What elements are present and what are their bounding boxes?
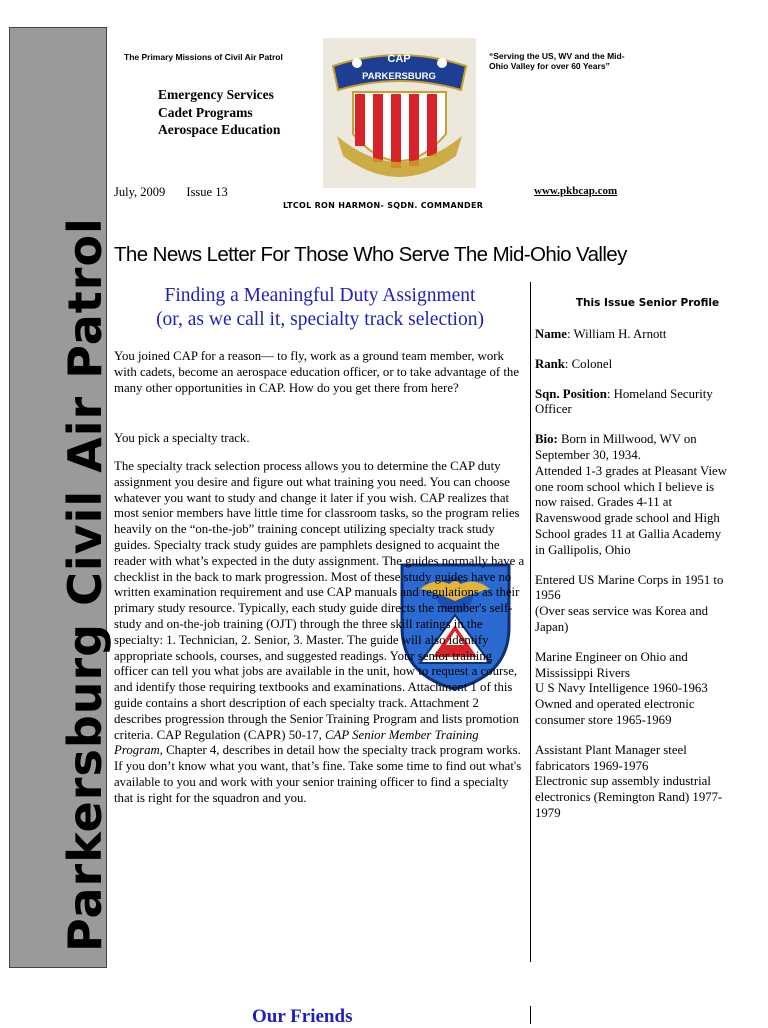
profile-bio: Bio: Born in Millwood, WV on September 30, 1934. Attended 1-3 grades at Pleasant View one room school which I believe is now raised. Grades 4-11 at Ravenswood grade school and High School grades 11 at Gallia Academy in Gallipolis, Ohio xyxy=(535,432,727,557)
profile-name: Name: William H. Arnott xyxy=(535,327,667,341)
profile-rank: Rank: Colonel xyxy=(535,356,613,371)
column-divider xyxy=(530,1006,531,1024)
commander-line: LTCOL RON HARMON- SQDN. COMMANDER xyxy=(283,201,484,210)
mission-item: Cadet Programs xyxy=(158,104,253,120)
sidebar-title: Parkersburg Civil Air Patrol xyxy=(58,217,112,952)
profile-career-2: Assistant Plant Manager steel fabricators 1969-1976 Electronic sup assembly industrial electronics (Remington Rand) 1977-1979 xyxy=(535,742,723,820)
issue-number: Issue 13 xyxy=(186,185,228,199)
regulation-title: CAP Senior Member Training Program xyxy=(114,727,479,758)
profile-position: Sqn. Position: Homeland Security Officer xyxy=(535,386,713,417)
friends-heading: Our Friends xyxy=(252,1006,353,1027)
logo-top-text: CAP xyxy=(387,53,411,65)
article-paragraph: The specialty track selection process allows you to determine the CAP duty assignment you desire and figure out what training you need. You can choose whatever you want to study and change it later if you wish. CAP realizes that most senior members have little time for classroom tasks, so the program relies heavily on the “on-the-job” training concept utilizing specialty track study guides. Specialty track study guides are pamphlets designed to acquaint the reader with what’s expected in the duty assignment. The guides normally have a checklist in the back to mark progression. Most of these study guides have no written examination requirement and use CAP manuals and regulations as their primary study resource. Typically, each study guide directs the member's self-study and on-the-job training (OJT) through the three skill ratings in the specialty: 1. Technician, 2. Senior, 3. Master. The guide will also identify appropriate schools, courses, and suggested readings. Your senior training officer can tell you what jobs are available in the unit, how to request a course, and identify those requiring textbooks and examinations. Attachment 1 of this guide contains a short description of each specialty track. Attachment 2 describes progression through the Senior Training Program and lists promotion criteria. CAP Regulation (CAPR) 50-17, CAP Senior Member Training Program, Chapter 4, describes in detail how the specialty track program works. If you don’t know what you want, that’s fine. Take some time to find out what's available to you and work with your senior training officer to find a specialty that is right for the squadron and you. xyxy=(114,459,525,805)
article-paragraph: You pick a specialty track. xyxy=(114,431,250,445)
mission-item: Aerospace Education xyxy=(158,122,281,137)
senior-profile xyxy=(535,327,730,836)
parkersburg-patch-logo xyxy=(323,38,476,188)
website-link[interactable]: www.pkbcap.com xyxy=(534,185,618,197)
mission-item: Emergency Services xyxy=(158,87,274,102)
profile-career: Marine Engineer on Ohio and Mississippi Rivers U S Navy Intelligence 1960-1963 Owned and operated electronic consumer store 1965-1969 xyxy=(535,649,708,727)
newsletter-banner: The News Letter For Those Who Serve The Mid-Ohio Valley xyxy=(114,243,627,266)
profile-marines: Entered US Marine Corps in 1951 to 1956 (Over seas service was Korea and Japan) xyxy=(535,572,724,634)
missions-title: The Primary Missions of Civil Air Patrol xyxy=(124,52,283,62)
issue-line xyxy=(114,185,246,200)
logo-name-text: PARKERSBURG xyxy=(362,71,436,82)
column-divider xyxy=(530,282,531,962)
profile-heading: This Issue Senior Profile xyxy=(575,297,720,309)
article-title: Finding a Meaningful Duty Assignment (or, as we call it, specialty track selection) xyxy=(156,285,484,330)
article-paragraph: You joined CAP for a reason— to fly, work as a ground team member, work with cadets, become an aerospace education officer, or to take advantage of the many other opportunities in CAP. How do you get there from here? xyxy=(114,349,520,395)
issue-date: July, 2009 xyxy=(114,185,166,199)
missions-list xyxy=(158,86,280,139)
motto-quote: “Serving the US, WV and the Mid- Ohio Valley for over 60 Years” xyxy=(489,51,625,71)
